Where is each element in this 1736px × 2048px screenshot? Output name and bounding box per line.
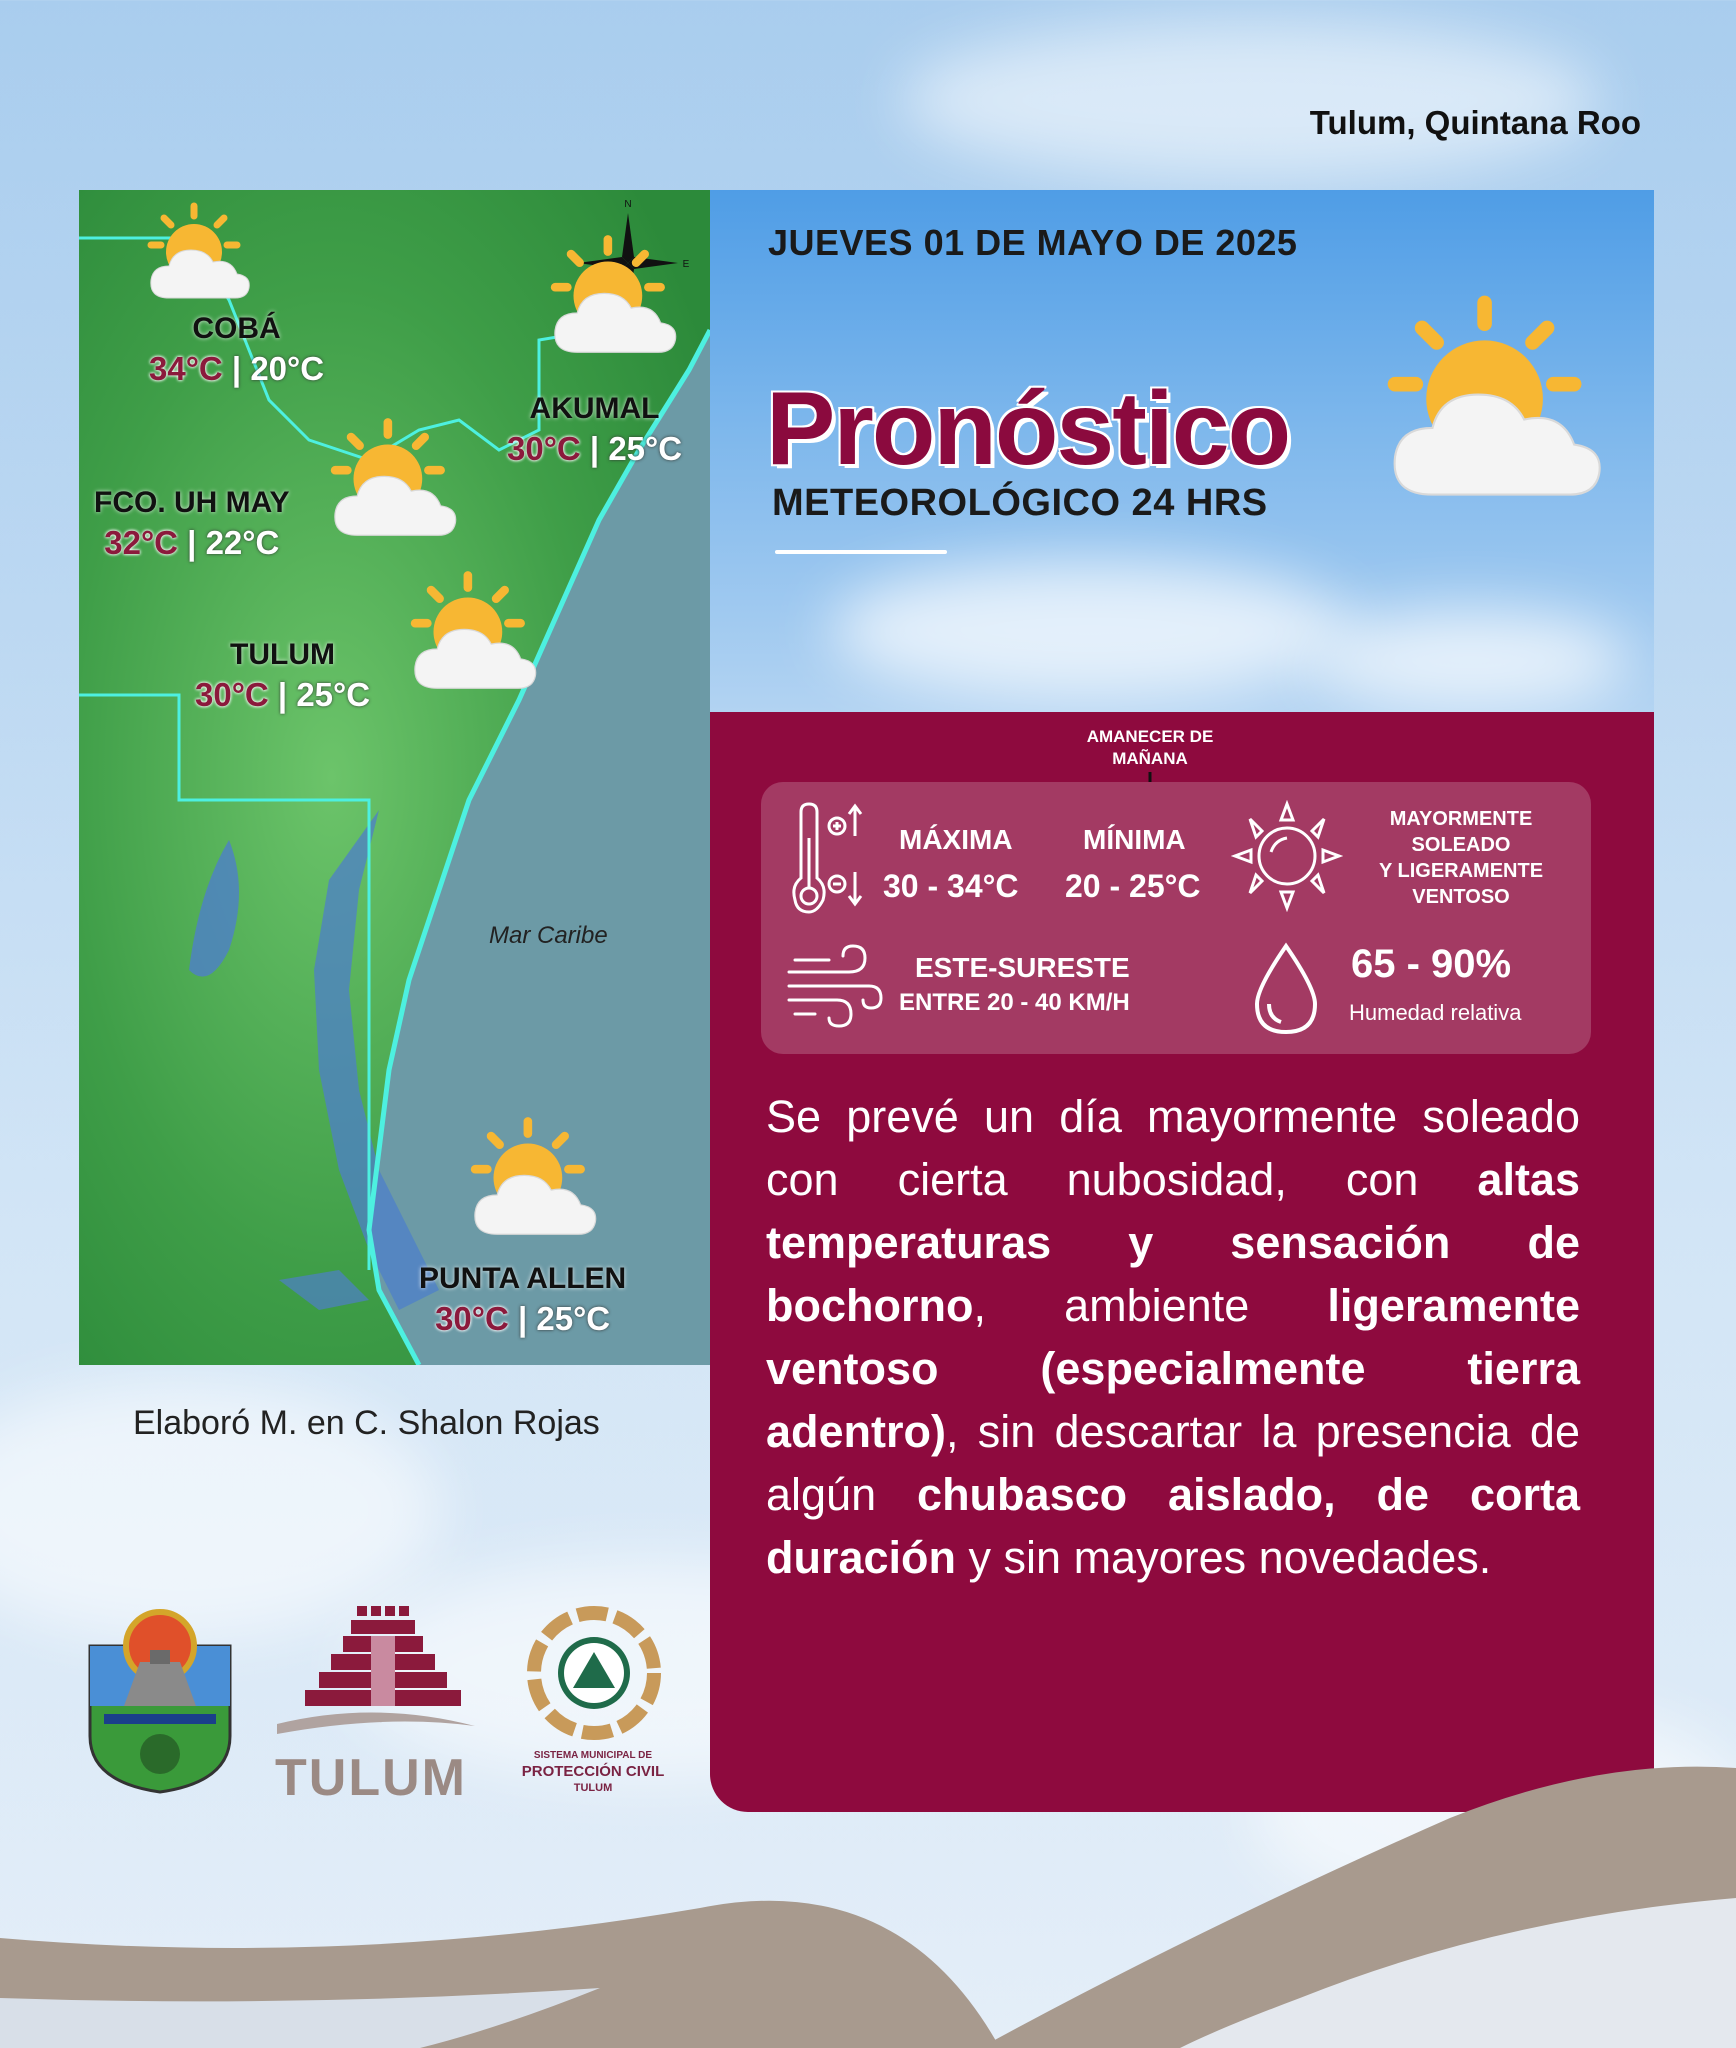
wind-direction: ESTE-SURESTE [915, 952, 1130, 983]
bg-cloud [900, 20, 1600, 180]
sky-cloud [1310, 610, 1630, 710]
sky-cloud [830, 560, 1350, 700]
page-subtitle: METEOROLÓGICO 24 HRS [772, 482, 1268, 524]
city-temps: 34°C | 20°C [149, 350, 325, 387]
sun-cloud-icon [399, 568, 549, 703]
city-coba [149, 312, 324, 388]
forecast-map [79, 190, 710, 1365]
sunrise-note: AMANECER DE MAÑANA [1086, 727, 1214, 768]
city-name: COBÁ [192, 312, 281, 345]
city-temps: 30°C | 25°C [195, 676, 371, 713]
city-temps: 30°C | 25°C [507, 430, 683, 467]
water-drop-icon [1251, 942, 1321, 1037]
sun-cloud-icon [319, 415, 469, 550]
decorative-wave [0, 1668, 1736, 2048]
city-tulum [195, 638, 370, 714]
stats-box [761, 782, 1591, 1054]
forecast-date: JUEVES 01 DE MAYO DE 2025 [768, 222, 1298, 263]
city-temps: 30°C | 25°C [435, 1300, 611, 1337]
wind-icon [785, 942, 885, 1032]
city-name: TULUM [230, 638, 336, 671]
sun-cloud-icon [139, 200, 259, 310]
forecast-panel [710, 712, 1654, 1812]
location-label: Tulum, Quintana Roo [1309, 104, 1641, 141]
sun-cloud-icon [459, 1114, 609, 1249]
max-label: MÁXIMA [899, 824, 1013, 855]
min-value: 20 - 25°C [1065, 868, 1201, 904]
forecast-description: Se prevé un día mayormente soleado con cierta nubosidad, con altas temperaturas y sensación de bochorno, ambiente ligeramente ventoso (especialmente tierra adentro), sin descartar la presencia de algún chubasco aislado, de corta duración y sin mayores novedades. [766, 1091, 1581, 1583]
sea-label: Mar Caribe [489, 922, 608, 949]
humidity-value: 65 - 90% [1351, 942, 1512, 986]
wind-speed: ENTRE 20 - 40 KM/H [899, 989, 1130, 1016]
city-name: PUNTA ALLEN [419, 1262, 627, 1295]
humidity-label: Humedad relativa [1349, 1000, 1522, 1025]
max-value: 30 - 34°C [883, 868, 1019, 904]
sky-condition: MAYORMENTE SOLEADO Y LIGERAMENTE VENTOSO [1378, 808, 1544, 908]
city-punta-allen [419, 1262, 626, 1338]
sun-icon [1231, 800, 1343, 912]
min-label: MÍNIMA [1083, 824, 1186, 855]
thermometer-icon [787, 802, 877, 917]
credit-text: Elaboró M. en C. Shalon Rojas [133, 1404, 600, 1442]
city-temps: 32°C | 22°C [104, 524, 280, 561]
city-name: AKUMAL [529, 392, 660, 425]
title-underline [775, 550, 947, 554]
proteccion-civil-text: SISTEMA MUNICIPAL DE PROTECCIÓN CIVIL TULUM [521, 1750, 665, 1794]
svg-text:N: N [624, 199, 632, 210]
city-fco-uh-may [94, 486, 290, 562]
page-title: Pronóstico [766, 371, 1290, 487]
sun-cloud-icon [1370, 285, 1620, 525]
header-panel [710, 190, 1654, 712]
tulum-logo-text: TULUM [275, 1749, 467, 1807]
city-name: FCO. UH MAY [94, 486, 290, 519]
svg-text:E: E [682, 259, 690, 270]
sun-cloud-icon [539, 232, 689, 367]
city-akumal [507, 392, 682, 468]
